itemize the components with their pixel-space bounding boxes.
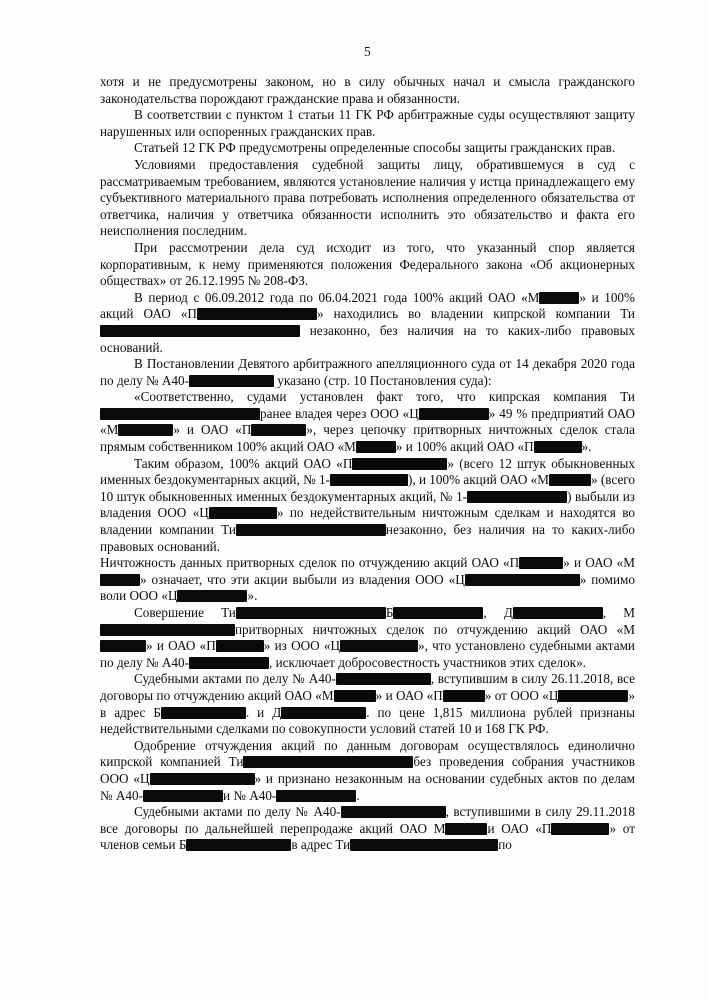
text-segment: » от ООО «Ц: [484, 687, 559, 703]
redaction-bar: [467, 491, 567, 503]
paragraph-8: [100, 389, 635, 455]
redaction-bar: [236, 607, 386, 619]
text-segment: , вступившими в силу 29.11.2018 все договоры по дальнейшей перепродаже акций ОАО М: [100, 804, 635, 836]
text-segment: , М: [602, 605, 636, 620]
redaction-bar: [534, 441, 582, 453]
redaction-bar: [251, 424, 306, 436]
text-segment: незаконно, без наличия на то каких-либо правовых оснований.: [100, 322, 635, 355]
text-segment: . и Д: [245, 704, 282, 720]
redaction-bar: [350, 839, 498, 851]
redaction-bar: [443, 690, 485, 702]
text-segment: ) выбыли из владения ООО «Ц: [100, 488, 635, 521]
redaction-bar: [445, 823, 487, 835]
text-segment: », что установлено судебными актами по делу № А40-: [100, 638, 635, 670]
redaction-bar: [100, 325, 300, 337]
redaction-bar: [465, 574, 580, 586]
text-segment: Одобрение отчуждения акций по данным договорам осуществлялось единолично кипрской компанией Ти: [100, 737, 635, 770]
text-segment: » и признано незаконным на основании судебных актов по делам № А40-: [100, 770, 635, 803]
redaction-bar: [161, 707, 246, 719]
redaction-bar: [189, 375, 274, 387]
redaction-bar: [197, 308, 317, 320]
text-segment: » находились во владении кипрской компании Ти: [316, 306, 635, 322]
redaction-bar: [236, 524, 386, 536]
text-segment: указано (стр. 10 Постановления суда):: [277, 372, 492, 388]
redaction-bar: [100, 640, 146, 652]
redaction-bar: [539, 292, 579, 304]
redaction-bar: [281, 707, 366, 719]
text-segment: » и ОАО «П: [375, 687, 443, 703]
document-body: [100, 74, 635, 854]
redaction-bar: [189, 657, 269, 669]
text-segment: » помимо воли ООО «Ц: [100, 571, 635, 604]
redaction-bar: [336, 673, 431, 685]
redaction-bar: [243, 756, 413, 768]
redaction-bar: [118, 424, 173, 436]
text-segment: . по цене 1,815 миллиона рублей признаны недействительными сделками по совокупности условий статей 10 и 168 ГК РФ.: [100, 704, 635, 737]
redaction-bar: [513, 607, 603, 619]
redaction-bar: [519, 557, 563, 569]
redaction-bar: [100, 408, 260, 420]
text-segment: , вступившим в силу 26.11.2018, все договоры по отчуждению акций ОАО «М: [100, 671, 635, 703]
text-segment: без проведения собрания участников ООО «Ц: [100, 754, 635, 786]
redaction-bar: [186, 839, 291, 851]
text-segment: Судебными актами по делу № А40-: [134, 804, 341, 820]
paragraph-12: [100, 671, 635, 737]
text-segment: » и ОАО «М: [563, 555, 635, 571]
text-segment: и ОАО «П: [487, 820, 552, 836]
redaction-bar: [143, 790, 223, 802]
text-segment: по: [498, 837, 512, 853]
text-segment: » по недействительным ничтожным сделкам и находятся во владении компании Ти: [100, 505, 635, 538]
paragraph-13: [100, 738, 635, 804]
text-segment: » в адрес Б: [100, 687, 635, 720]
paragraph-4: Условиями предоставления судебной защиты лицу, обратившемуся в суд с рассматриваемым требованием, являются установление наличия у истца принадлежащего ему субъективного материального права потребовать исполнения определенного обязательства от ответчика, наличия у ответчика обязанности исполнить это обязательство и факта его неисполнения последним.: [100, 156, 635, 239]
paragraph-14: [100, 804, 635, 854]
text-segment: » и ОАО «П: [146, 638, 216, 654]
text-segment: ранее владея через ООО «Ц: [260, 405, 419, 421]
text-segment: , Д: [483, 605, 513, 620]
redaction-bar: [393, 607, 483, 619]
paragraph-5: При рассмотрении дела суд исходит из того, что указанный спор является корпоративным, к нему применяются положения Федерального закона «Об акционерных обществах» от 26.12.1995 № 208-ФЗ.: [100, 239, 635, 289]
redaction-bar: [340, 640, 418, 652]
text-segment: , исключает добросовестность участников этих сделок».: [268, 654, 586, 670]
paragraph-7: [100, 356, 635, 389]
redaction-bar: [356, 441, 396, 453]
paragraph-9: [100, 456, 635, 556]
text-segment: » и 100% акций ОАО «П: [100, 289, 635, 322]
redaction-bar: [216, 640, 264, 652]
text-segment: ), и 100% акций ОАО «М: [407, 472, 549, 488]
text-segment: Судебными актами по делу № А40-: [134, 671, 336, 687]
redaction-bar: [150, 773, 255, 785]
redaction-bar: [100, 574, 140, 586]
text-segment: ».: [247, 588, 258, 604]
redaction-bar: [276, 790, 356, 802]
text-segment: ».: [581, 439, 592, 455]
text-segment: » 49 % предприятий ОАО «М: [100, 405, 635, 438]
text-segment: и № А40-: [222, 787, 277, 803]
redaction-bar: [334, 690, 376, 702]
text-segment: » (всего 12 штук обыкновенных именных бездокументарных акций, № 1-: [100, 455, 635, 488]
text-segment: В Постановлении Девятого арбитражного апелляционного суда от 14 декабря 2020 года по делу № А40-: [100, 356, 635, 388]
text-segment: » означает, что эти акции выбыли из владения ООО «Ц: [140, 571, 465, 587]
paragraph-3: Статьей 12 ГК РФ предусмотрены определенные способы защиты гражданских прав.: [134, 140, 616, 156]
text-segment: Таким образом, 100% акций ОАО «П: [134, 455, 353, 471]
text-segment: В период с 06.09.2012 года по 06.04.2021 года 100% акций ОАО «М: [134, 289, 540, 305]
paragraph-11: [100, 605, 635, 671]
text-segment: в адрес Ти: [291, 837, 351, 853]
text-segment: » из ООО «Ц: [263, 638, 341, 654]
text-segment: » и 100% акций ОАО «П: [395, 439, 534, 455]
text-segment: » (всего 10 штук обыкновенных именных бездокументарных акций, № 1-: [100, 472, 635, 504]
paragraph-2: В соответствии с пунктом 1 статьи 11 ГК РФ арбитражные суды осуществляют защиту нарушенных или оспоренных гражданских прав.: [100, 107, 635, 139]
redaction-bar: [341, 806, 446, 818]
redaction-bar: [558, 690, 628, 702]
text-segment: Ничтожность данных притворных сделок по отчуждению акций ОАО «П: [100, 555, 520, 571]
redaction-bar: [551, 823, 609, 835]
redaction-bar: [177, 590, 247, 602]
text-segment: » от членов семьи Б: [100, 820, 635, 853]
text-segment: «Соответственно, судами установлен факт того, что кипрская компания Ти: [134, 389, 635, 405]
text-segment: .: [356, 787, 360, 803]
text-segment: Б: [385, 605, 394, 620]
redaction-bar: [330, 474, 408, 486]
paragraph-10: [100, 555, 635, 605]
redaction-bar: [100, 624, 235, 636]
paragraph-6: [100, 290, 635, 356]
redaction-bar: [209, 507, 277, 519]
text-segment: », через цепочку притворных ничтожных сделок стала прямым собственником 100% акций ОАО «М: [100, 422, 635, 455]
text-segment: » и ОАО «П: [173, 422, 252, 438]
page-number: 5: [364, 44, 371, 59]
text-segment: Совершение Ти: [134, 605, 236, 620]
paragraph-1: хотя и не предусмотрены законом, но в силу обычных начал и смысла гражданского законодательства порождают гражданские права и обязанности.: [100, 74, 635, 106]
redaction-bar: [419, 408, 489, 420]
text-segment: притворных ничтожных сделок по отчуждению акций ОАО «М: [235, 621, 635, 637]
redaction-bar: [549, 474, 591, 486]
text-segment: незаконно, без наличия на то каких-либо правовых оснований.: [100, 522, 636, 554]
redaction-bar: [352, 458, 447, 470]
